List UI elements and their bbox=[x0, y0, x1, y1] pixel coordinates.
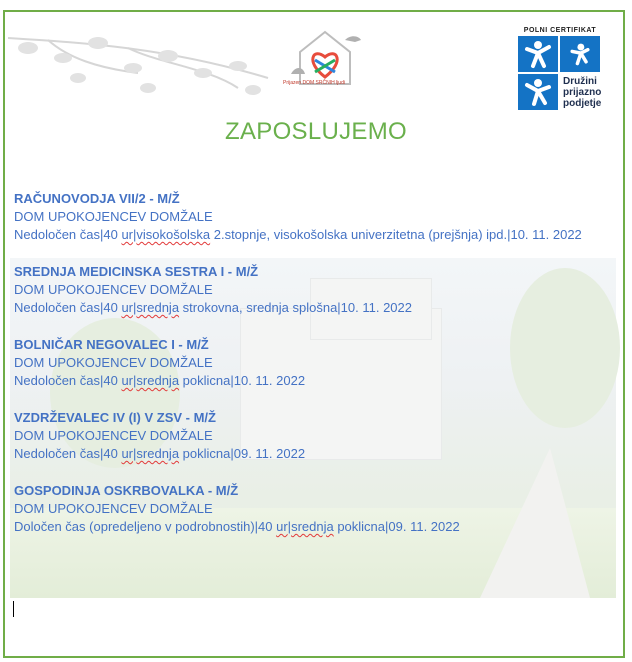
certificate-label bbox=[560, 74, 600, 110]
job-title[interactable]: BOLNIČAR NEGOVALEC I - M/Ž bbox=[14, 337, 209, 352]
detail-separator: | bbox=[287, 519, 292, 534]
job-details bbox=[14, 518, 614, 536]
text-cursor[interactable] bbox=[13, 601, 14, 617]
detail-text: 2.stopnje, visokošolska univerzitetna (prejšnja) ipd.|10. 11. 2022 bbox=[210, 227, 582, 242]
dom-logo-icon bbox=[285, 22, 365, 102]
spell-flagged-word: srednja bbox=[136, 446, 180, 461]
person-jump-icon bbox=[518, 36, 558, 72]
job-employer: DOM UPOKOJENCEV DOMŽALE bbox=[14, 428, 213, 443]
logo-caption: Prijazen DOM SRČNIH ljudi bbox=[283, 80, 345, 86]
family-friendly-certificate bbox=[518, 27, 602, 110]
detail-text: Nedoločen čas|40 bbox=[14, 446, 122, 461]
job-employer: DOM UPOKOJENCEV DOMŽALE bbox=[14, 501, 213, 516]
job-employer: DOM UPOKOJENCEV DOMŽALE bbox=[14, 355, 213, 370]
detail-separator: | bbox=[133, 227, 137, 242]
job-details bbox=[14, 445, 614, 463]
detail-text: Določen čas (opredeljeno v podrobnostih)|40 bbox=[14, 519, 277, 534]
certificate-line1: Družini bbox=[563, 75, 597, 87]
job-title[interactable]: VZDRŽEVALEC IV (I) V ZSV - M/Ž bbox=[14, 410, 216, 425]
job-details bbox=[14, 226, 614, 244]
child-jump-icon bbox=[560, 36, 600, 72]
job-listing bbox=[14, 190, 614, 244]
page-heading: ZAPOSLUJEMO bbox=[225, 118, 407, 145]
detail-text: poklicna|09. 11. 2022 bbox=[179, 446, 306, 461]
certificate-line3: podjetje bbox=[563, 97, 602, 109]
spell-flagged-word: ur bbox=[276, 519, 288, 534]
job-list bbox=[14, 190, 614, 555]
spell-flagged-word: ur bbox=[121, 227, 134, 242]
spell-flagged-word: srednja bbox=[136, 300, 180, 315]
certificate-line2: prijazno bbox=[563, 86, 602, 98]
job-title[interactable]: SREDNJA MEDICINSKA SESTRA I - M/Ž bbox=[14, 264, 259, 279]
detail-text: Nedoločen čas|40 bbox=[14, 373, 122, 388]
certificate-title: POLNI CERTIFIKAT bbox=[523, 27, 597, 34]
spell-flagged-word: srednja bbox=[136, 373, 180, 388]
job-listing bbox=[14, 263, 614, 317]
job-listing bbox=[14, 409, 614, 463]
spell-flagged-word: visokošolska bbox=[136, 227, 211, 242]
job-employer: DOM UPOKOJENCEV DOMŽALE bbox=[14, 209, 213, 224]
detail-text: strokovna, srednja splošna|10. 11. 2022 bbox=[179, 300, 412, 315]
detail-separator: | bbox=[133, 446, 137, 461]
job-title[interactable]: GOSPODINJA OSKRBOVALKA - M/Ž bbox=[14, 483, 239, 498]
adult-jump-icon bbox=[518, 74, 558, 110]
job-details bbox=[14, 299, 614, 317]
detail-text: poklicna|10. 11. 2022 bbox=[179, 373, 306, 388]
spell-flagged-word: ur bbox=[121, 373, 134, 388]
spell-flagged-word: ur bbox=[121, 300, 134, 315]
job-title[interactable]: RAČUNOVODJA VII/2 - M/Ž bbox=[14, 191, 180, 206]
detail-text: Nedoločen čas|40 bbox=[14, 300, 122, 315]
detail-text: Nedoločen čas|40 bbox=[14, 227, 122, 242]
spell-flagged-word: srednja bbox=[291, 519, 334, 534]
job-listing bbox=[14, 336, 614, 390]
detail-text: poklicna|09. 11. 2022 bbox=[333, 519, 460, 534]
job-employer: DOM UPOKOJENCEV DOMŽALE bbox=[14, 282, 213, 297]
spell-flagged-word: ur bbox=[121, 446, 134, 461]
job-details bbox=[14, 372, 614, 390]
detail-separator: | bbox=[133, 300, 137, 315]
job-listing bbox=[14, 482, 614, 536]
detail-separator: | bbox=[133, 373, 137, 388]
